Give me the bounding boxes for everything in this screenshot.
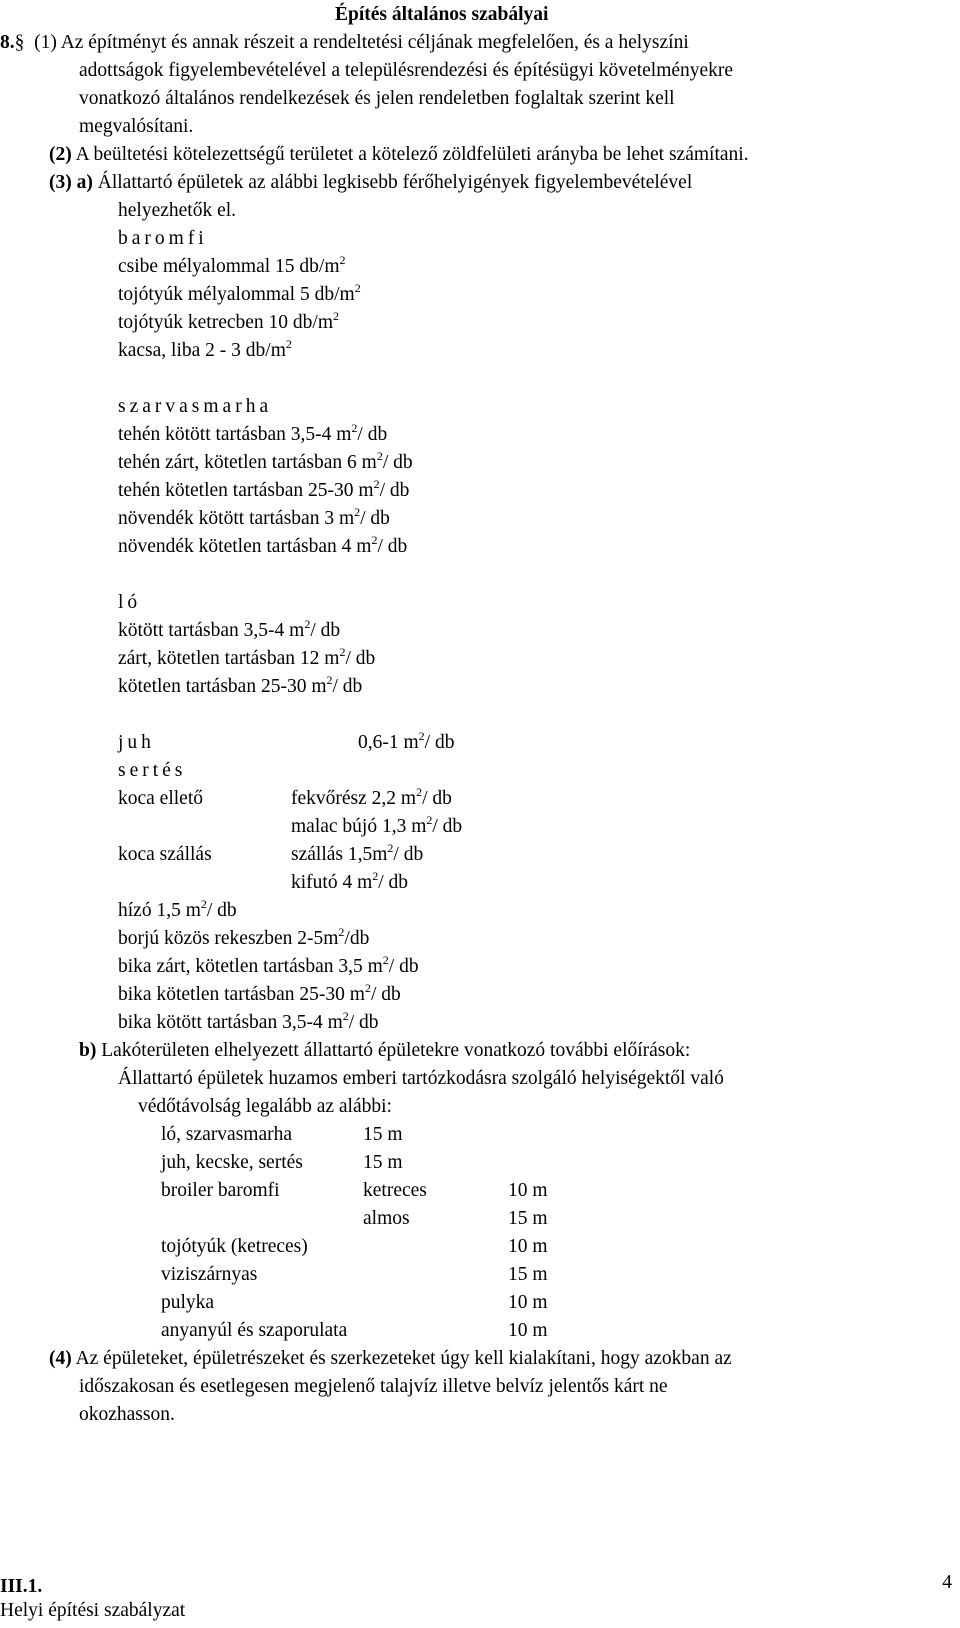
text-line: adottságok figyelembevételével a településrendezési és építésügyi követelményekre — [79, 60, 734, 81]
table-cell: 10 m — [508, 1320, 548, 1341]
list-item: szállás $1,5m^2/$ db — [291, 840, 424, 865]
category-heading: sertés — [118, 760, 187, 781]
section-sign: § — [14, 32, 25, 53]
table-cell: 15 m — [508, 1264, 548, 1285]
list-item: tojótyúk mélyalommal 5 $db/m^2$ — [118, 280, 361, 305]
list-item: csibe mélyalommal 15 $db/m^2$ — [118, 252, 346, 277]
table-cell: almos — [363, 1208, 410, 1229]
list-item: tojótyúk ketrecben 10 $db/m^2$ — [118, 308, 339, 333]
list-item: kötött tartásban 3,5-4 $m^2/$ db — [118, 616, 341, 641]
list-item: kacsa, liba 2 - 3 $db/m^2$ — [118, 336, 292, 361]
list-item: 0,6-1 $m^2/$ db — [358, 728, 455, 753]
text-line: időszakosan és esetlegesen megjelenő talajvíz illetve belvíz jelentős kárt ne — [79, 1376, 668, 1397]
item-letter: b) — [79, 1040, 97, 1061]
table-cell: broiler baromfi — [161, 1180, 280, 1201]
text-line: okozhasson. — [79, 1404, 175, 1425]
table-cell: viziszárnyas — [161, 1264, 258, 1285]
list-item: hízó 1,5 $m^2/$ db — [118, 896, 237, 921]
section-number: 8. — [0, 32, 15, 53]
list-item: fekvőrész 2,2 $m^2/$ db — [291, 784, 452, 809]
item-number: (4) — [49, 1348, 72, 1369]
item-number: (1) — [34, 32, 57, 53]
text-line: A beültetési kötelezettségű területet a kötelező zöldfelületi arányba be lehet számítani. — [75, 144, 749, 165]
table-cell: 15 m — [363, 1152, 403, 1173]
list-item: kifutó 4 $m^2/$ db — [291, 868, 409, 893]
footer-title: Helyi építési szabályzat — [0, 1600, 186, 1621]
table-cell: anyanyúl és szaporulata — [161, 1320, 348, 1341]
table-cell: 10 m — [508, 1180, 548, 1201]
table-cell: pulyka — [161, 1292, 215, 1313]
row-label: koca szállás — [118, 844, 212, 865]
table-cell: ketreces — [363, 1180, 427, 1201]
category-heading: szarvasmarha — [118, 396, 273, 417]
text-line: vonatkozó általános rendelkezések és jelen rendeletben foglaltak szerint kell — [79, 88, 675, 109]
text-line: védőtávolság legalább az alábbi: — [138, 1096, 392, 1117]
page-number: 4 — [942, 1572, 952, 1593]
row-label: koca ellető — [118, 788, 203, 809]
footer-code: III.1. — [0, 1576, 43, 1597]
paragraph-2 — [49, 144, 749, 166]
table-cell: juh, kecske, sertés — [161, 1152, 303, 1173]
list-item: zárt, kötetlen tartásban 12 $m^2/$ db — [118, 644, 376, 669]
text-line: Az épületeket, épületrészeket és szerkezeteket úgy kell kialakítani, hogy azokban az — [75, 1348, 732, 1369]
list-item: bika kötetlen tartásban 25-30 $m^2/$ db — [118, 980, 401, 1005]
text-line: helyezhetők el. — [118, 200, 237, 221]
table-cell: 10 m — [508, 1292, 548, 1313]
text-line: megvalósítani. — [79, 116, 194, 137]
list-item: malac bújó 1,3 $m^2/$ db — [291, 812, 463, 837]
table-cell: 15 m — [508, 1208, 548, 1229]
item-number: (3) — [49, 172, 72, 193]
list-item: bika kötött tartásban 3,5-4 $m^2/$ db — [118, 1008, 379, 1033]
category-heading: juh — [118, 732, 155, 753]
list-item: bika zárt, kötetlen tartásban 3,5 $m^2/$ db — [118, 952, 419, 977]
item-number: (2) — [49, 144, 72, 165]
category-heading: baromfi — [118, 228, 208, 249]
list-item: tehén kötött tartásban 3,5-4 $m^2/$ db — [118, 420, 388, 445]
table-cell: ló, szarvasmarha — [161, 1124, 293, 1145]
text-line: Lakóterületen elhelyezett állattartó épületekre vonatkozó további előírások: — [101, 1040, 691, 1061]
list-item: kötetlen tartásban 25-30 $m^2/$ db — [118, 672, 363, 697]
text-line: Az építményt és annak részeit a rendeltetési céljának megfelelően, és a helyszíni — [60, 32, 689, 53]
list-item: növendék kötetlen tartásban 4 $m^2/$ db — [118, 532, 408, 557]
list-item: tehén kötetlen tartásban 25-30 $m^2/$ db — [118, 476, 410, 501]
list-item: borjú közös rekeszben $2-5m^2/db$ — [118, 924, 370, 949]
list-item: tehén zárt, kötetlen tartásban 6 $m^2/$ db — [118, 448, 413, 473]
text-line: Állattartó épületek az alábbi legkisebb férőhelyigények figyelembevételével — [97, 172, 693, 193]
table-cell: 15 m — [363, 1124, 403, 1145]
page-title: Építés általános szabályai — [335, 4, 549, 25]
table-cell: 10 m — [508, 1236, 548, 1257]
list-item: növendék kötött tartásban 3 $m^2/$ db — [118, 504, 390, 529]
category-heading: ló — [118, 592, 142, 613]
table-cell: tojótyúk (ketreces) — [161, 1236, 308, 1257]
item-letter: a) — [76, 172, 93, 193]
text-line: Állattartó épületek huzamos emberi tartózkodásra szolgáló helyiségektől való — [118, 1068, 724, 1089]
